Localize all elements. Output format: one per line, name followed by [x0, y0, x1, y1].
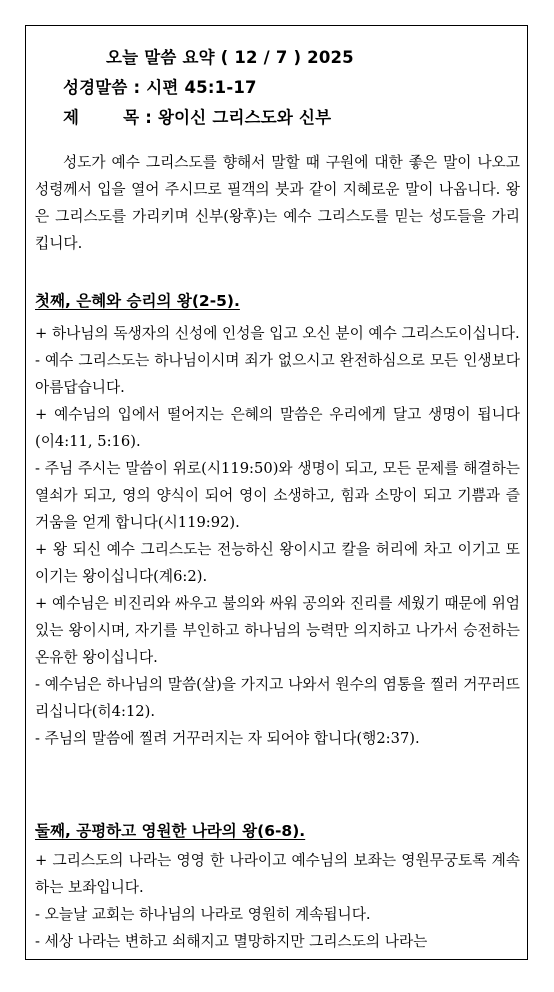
- scripture-line: 성경말씀 : 시편 45:1-17: [63, 78, 257, 97]
- scripture-reference: 시편 45:1-17: [146, 78, 257, 97]
- list-item: - 예수 그리스도는 하나님이시며 죄가 없으시고 완전하심으로 모든 인생보다 아름답습니다.: [35, 352, 520, 396]
- section-2-list: [35, 847, 520, 955]
- topic-text: 왕이신 그리스도와 신부: [157, 108, 332, 127]
- intro-paragraph: 성도가 예수 그리스도를 향해서 말할 때 구원에 대한 좋은 말이 나오고 성령께서 입을 열어 주시므로 필객의 붓과 같이 지혜로운 말이 나옵니다. 왕은 그리스도를 가리키며 신부(왕후)는 예수 그리스도를 믿는 성도들을 가리킵니다.: [35, 154, 520, 252]
- list-item: - 주님의 말씀에 찔려 거꾸러지는 자 되어야 합니다(행2:37).: [35, 730, 420, 747]
- list-item: - 세상 나라는 변하고 쇠해지고 멸망하지만 그리스도의 나라는: [35, 933, 428, 950]
- topic-line: 제 목 : 왕이신 그리스도와 신부: [63, 108, 332, 127]
- section-1-list: [35, 320, 520, 752]
- section-heading-1: 첫째, 은혜와 승리의 왕(2-5).: [35, 292, 240, 310]
- scripture-label: 성경말씀: [63, 78, 128, 97]
- topic-label-2: 목: [123, 108, 140, 127]
- sermon-summary-box: [25, 25, 528, 960]
- list-item: + 예수님은 비진리와 싸우고 불의와 싸워 공의와 진리를 세웠기 때문에 위엄 있는 왕이시며, 자기를 부인하고 하나님의 능력만 의지하고 나가서 승전하는 온유한 왕이십니다.: [35, 595, 520, 666]
- list-item: - 주님 주시는 말씀이 위로(시119:50)와 생명이 되고, 모든 문제를 해결하는 열쇠가 되고, 영의 양식이 되어 영이 소생하고, 힘과 소망이 되고 기쁨과 즐거움을 얻게 합니다(시119:92).: [35, 460, 520, 531]
- list-item: + 하나님의 독생자의 신성에 인성을 입고 오신 분이 예수 그리스도이십니다.: [35, 325, 520, 342]
- section-heading-2: 둘째, 공평하고 영원한 나라의 왕(6-8).: [35, 822, 306, 840]
- list-item: + 왕 되신 예수 그리스도는 전능하신 왕이시고 칼을 허리에 차고 이기고 또 이기는 왕이십니다(계6:2).: [35, 541, 520, 585]
- list-item: + 그리스도의 나라는 영영 한 나라이고 예수님의 보좌는 영원무궁토록 계속하는 보좌입니다.: [35, 852, 520, 896]
- topic-label-1: 제: [63, 108, 80, 127]
- list-item: - 예수님은 하나님의 말씀(살)을 가지고 나와서 원수의 염통을 찔러 거꾸러뜨리십니다(히4:12).: [35, 676, 520, 720]
- list-item: + 예수님의 입에서 떨어지는 은혜의 말씀은 우리에게 달고 생명이 됩니다(이4:11, 5:16).: [35, 406, 520, 450]
- list-item: - 오늘날 교회는 하나님의 나라로 영원히 계속됩니다.: [35, 906, 371, 923]
- page-title: 오늘 말씀 요약 ( 12 / 7 ) 2025: [106, 48, 354, 67]
